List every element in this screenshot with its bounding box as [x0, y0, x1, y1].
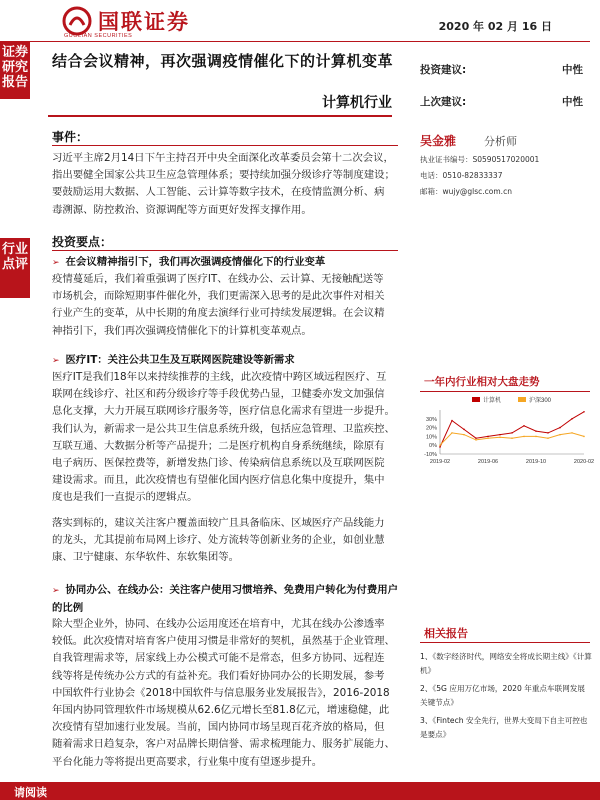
industry-label: 计算机行业 [322, 95, 392, 111]
bullet-arrow-icon: ➢ [52, 258, 60, 268]
y-tick-label: 20% [425, 425, 437, 432]
analyst-license: 执业证书编号：S0590517020001 [420, 155, 540, 164]
y-tick-label: 10% [425, 434, 437, 441]
company-logo [62, 6, 190, 36]
analyst-phone: 电话：0510-82833337 [420, 171, 503, 180]
data-point [535, 436, 537, 438]
data-point [451, 420, 453, 422]
data-point [547, 437, 549, 439]
data-point [523, 436, 525, 438]
data-point [487, 437, 489, 439]
related-divider [420, 642, 590, 643]
data-point [451, 432, 453, 434]
bullet-text: 疫情蔓延后，我们着重强调了医疗IT、在线办公、云计算、无接触配送等 市场机会，而除短期事件催化外，我们更需深入思考的是此次事件对相关 行业产生的变革，从中长期的角度去演绎行业可持续发展逻辑。在会议精 神指引下，我们再次强调疫情催化下的计算机变革观点。 [52, 273, 385, 337]
analyst-card [420, 132, 590, 197]
data-point [499, 436, 501, 438]
data-point [439, 446, 441, 448]
related-report-item[interactable]: 3、《Fintech 安全先行，世界大变局下自主可控也是要点》 [420, 716, 588, 739]
y-tick-label: -10% [424, 452, 437, 458]
data-point [583, 411, 585, 413]
chart-title: 一年内行业相对大盘走势 [424, 376, 540, 388]
legend-label: 计算机 [483, 398, 502, 404]
y-tick-label: 0% [429, 443, 437, 450]
data-point [475, 439, 477, 441]
related-report-item[interactable]: 1、《数字经济时代，网络安全将成长期主线》《计算机》 [420, 652, 592, 675]
report-category-tab: 行业点评 [0, 238, 30, 298]
x-tick-label: 2019-10 [525, 459, 547, 465]
rating-current [420, 62, 583, 77]
footer-bar [0, 782, 600, 800]
event-divider [52, 145, 398, 146]
data-point [499, 434, 501, 436]
bullet-text: 除大型企业外，协同、在线办公运用度还在培育中，尤其在线办公渗透率 较低。此次疫情对培育客户使用习惯是非常好的契机，虽然基于企业管理、 自我管理需求等，居家线上办公模式可能不是常态，但多方协同、远程连 线等将是传统办公方式的有益补充。我们看好协同办公的长期发展，参考 中国软件行业协会《2018中国软件与信息服务业发展报告》，2016-2018 年国内协同管理软件市场规模从62.6亿元增长至81.8亿元，增速稳健，此 次疫情有望加速行业发展。当前，国内协同市场呈现百花齐放的格局，但 随着需求日趋复杂，客户对品牌长期信誉、需求梳理能力、服务扩展能力、 平台化能力等将提出更高要求，行业集中度有望逐步提升。 [52, 618, 395, 768]
bullet-heading: ➢ 在会议精神指引下，我们再次强调疫情催化下的行业变革 [52, 254, 400, 272]
data-point [559, 427, 561, 429]
data-point [559, 434, 561, 436]
y-tick-label: 30% [425, 416, 437, 423]
event-text: 习近平主席2月14日下午主持召开中央全面深化改革委员会第十二次会议， 指出要健全国家公共卫生应急管理体系；要持续加强分级诊疗等制度建设； 要鼓励运用大数据、人工智能、云计算等数字技术，在疫情监测分析、病 毒溯源、防控救治、资源调配等方面更好发挥支撑作用。 [52, 152, 395, 216]
rating-label: 投资建议: [420, 64, 467, 76]
footer-disclaimer: 请阅读 [14, 786, 47, 799]
rating-label: 上次建议: [420, 96, 467, 108]
rating-value: 中性 [562, 96, 583, 108]
data-point [463, 429, 465, 431]
header-divider [10, 41, 590, 42]
data-point [439, 444, 441, 446]
series-line [440, 433, 584, 445]
rating-previous [420, 94, 583, 109]
data-point [463, 434, 465, 436]
report-type-tab: 证券研究报告 [0, 41, 30, 99]
x-tick-label: 2019-02 [429, 459, 451, 465]
analyst-role: 分析师 [484, 135, 518, 148]
data-point [487, 436, 489, 438]
data-point [511, 432, 513, 434]
data-point [523, 425, 525, 427]
series-line [440, 412, 584, 447]
x-tick-label: 2020-02 [573, 459, 594, 465]
data-point [535, 430, 537, 432]
points-heading: 投资要点： [52, 235, 113, 249]
bullet-arrow-icon: ➢ [52, 356, 60, 366]
data-point [547, 432, 549, 434]
legend-swatch [472, 397, 480, 402]
data-point [571, 432, 573, 434]
legend-swatch [518, 397, 526, 402]
bullet-text: 医疗IT是我们18年以来持续推荐的主线，此次疫情中跨区域远程医疗、互 联网在线诊疗、社区和药分级诊疗等手段优势凸显，卫健委亦发文加强信 息化支撑，大力开展互联网诊疗服务等，医疗信息化需求有望进一步提升。 我们认为，新需求一是公共卫生信息系统升级，包括应急管理、卫监疾控、 互联互通、大数据分析等产品提升；二是医疗机构自身系统继续，除原有 电子病历、医保控费等，新增发热门诊、传染病信息系统以及互联网医院 建设需求。而且，此次疫情也有望催化国内医疗信息化集中度提升，集中 度也是我们一直提示的逻辑点。 落实到标的，建议关注客户覆盖面较广且具备临床、区域医疗产品线能力 的龙头，尤其提前布局网上诊疗、处方流转等创新业务的企业，如创业慧 康、卫宁健康、东华软件、东软集团等。 [52, 371, 395, 564]
bullet-heading: ➢ 医疗IT：关注公共卫生及互联网医院建设等新需求 [52, 352, 400, 370]
report-title: 结合会议精神，再次强调疫情催化下的计算机变革 [52, 52, 394, 70]
data-point [583, 436, 585, 438]
data-point [475, 437, 477, 439]
data-point [511, 437, 513, 439]
related-reports-list [420, 650, 592, 746]
analyst-name: 吴金雅 [420, 134, 457, 148]
logo-text: 国联证券 [98, 9, 190, 34]
logo-emblem-icon [62, 6, 92, 36]
data-point [571, 418, 573, 420]
rating-value: 中性 [562, 64, 583, 76]
report-date: 2020 年 02 月 16 日 [438, 20, 552, 33]
points-divider [52, 250, 398, 251]
analyst-email[interactable]: 邮箱：wujy@glsc.com.cn [420, 187, 512, 196]
title-divider [48, 115, 392, 117]
logo-subtitle: GUOLIAN SECURITIES [64, 33, 133, 39]
bullet-heading: ➢ 协同办公、在线办公：关注客户使用习惯培养、免费用户转化为付费用户的比例 [52, 584, 399, 615]
event-heading: 事件： [52, 130, 89, 144]
bullet-arrow-icon: ➢ [52, 586, 60, 596]
relative-performance-chart [414, 392, 594, 472]
legend-label: 沪深300 [529, 398, 552, 404]
x-tick-label: 2019-06 [477, 459, 499, 465]
related-reports-title: 相关报告 [424, 627, 468, 640]
related-report-item[interactable]: 2、《5G 应用万亿市场，2020 年重点车联网发展关键节点》 [420, 684, 585, 707]
